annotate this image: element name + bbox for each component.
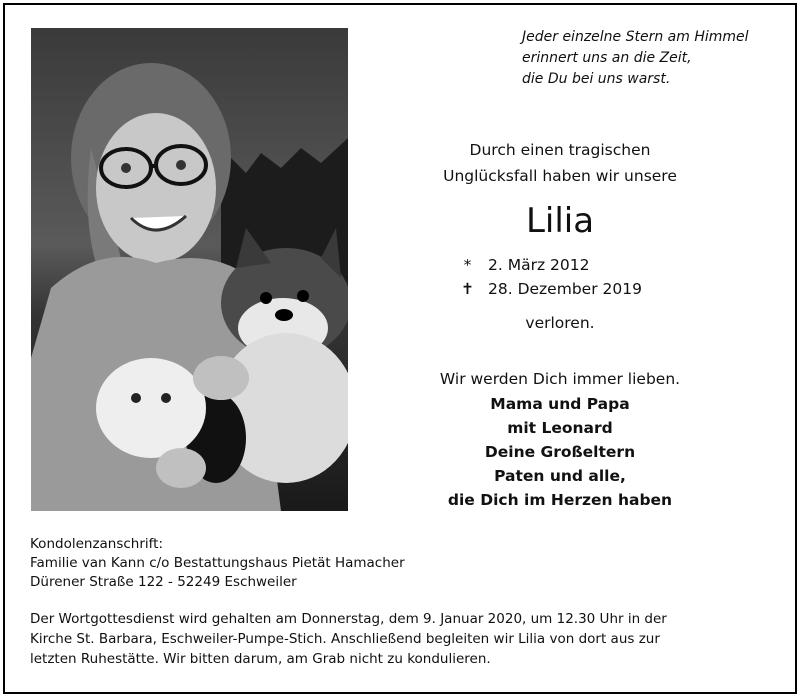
cross-icon: ✝ (461, 280, 474, 298)
service-note (30, 609, 775, 669)
address-line: Dürener Straße 122 - 52249 Eschweiler (30, 574, 297, 590)
note-line: Der Wortgottesdienst wird gehalten am Donnerstag, dem 9. Januar 2020, um 12.30 Uhr in der (30, 611, 667, 627)
mourner-line: Deine Großeltern (484, 443, 636, 461)
intro-line: Unglücksfall haben wir unsere (443, 167, 677, 185)
death-row (455, 277, 642, 301)
memorial-quote (522, 27, 782, 90)
birth-date: 2. März 2012 (488, 256, 590, 274)
mourners-list (400, 392, 720, 512)
mourner-line: Paten und alle, (494, 467, 626, 485)
address-line: Kondolenzanschrift: (30, 536, 164, 552)
deceased-name: Lilia (525, 201, 595, 241)
quote-line: Jeder einzelne Stern am Himmel (522, 29, 749, 45)
address-line: Familie van Kann c/o Bestattungshaus Pietät Hamacher (30, 555, 405, 571)
note-line: letzten Ruhestätte. Wir bitten darum, am Grab nicht zu kondulieren. (30, 651, 491, 667)
memorial-photo (31, 28, 348, 511)
love-text: Wir werden Dich immer lieben. (439, 370, 681, 388)
intro-text (400, 137, 720, 189)
mourner-line: mit Leonard (507, 419, 613, 437)
death-date: 28. Dezember 2019 (488, 280, 642, 298)
condolence-address (30, 535, 405, 592)
mourner-line: die Dich im Herzen haben (447, 491, 673, 509)
mourner-line: Mama und Papa (490, 395, 630, 413)
note-line: Kirche St. Barbara, Eschweiler-Pumpe-Stich. Anschließend begleiten wir Lilia von dort aus zur (30, 631, 660, 647)
life-dates (455, 253, 642, 301)
quote-line: erinnert uns an die Zeit, (522, 50, 692, 66)
intro-line: Durch einen tragischen (469, 141, 651, 159)
verloren-text: verloren. (525, 314, 595, 332)
quote-line: die Du bei uns warst. (522, 71, 671, 87)
birth-row (455, 253, 642, 277)
birth-star-icon: * (463, 256, 472, 274)
